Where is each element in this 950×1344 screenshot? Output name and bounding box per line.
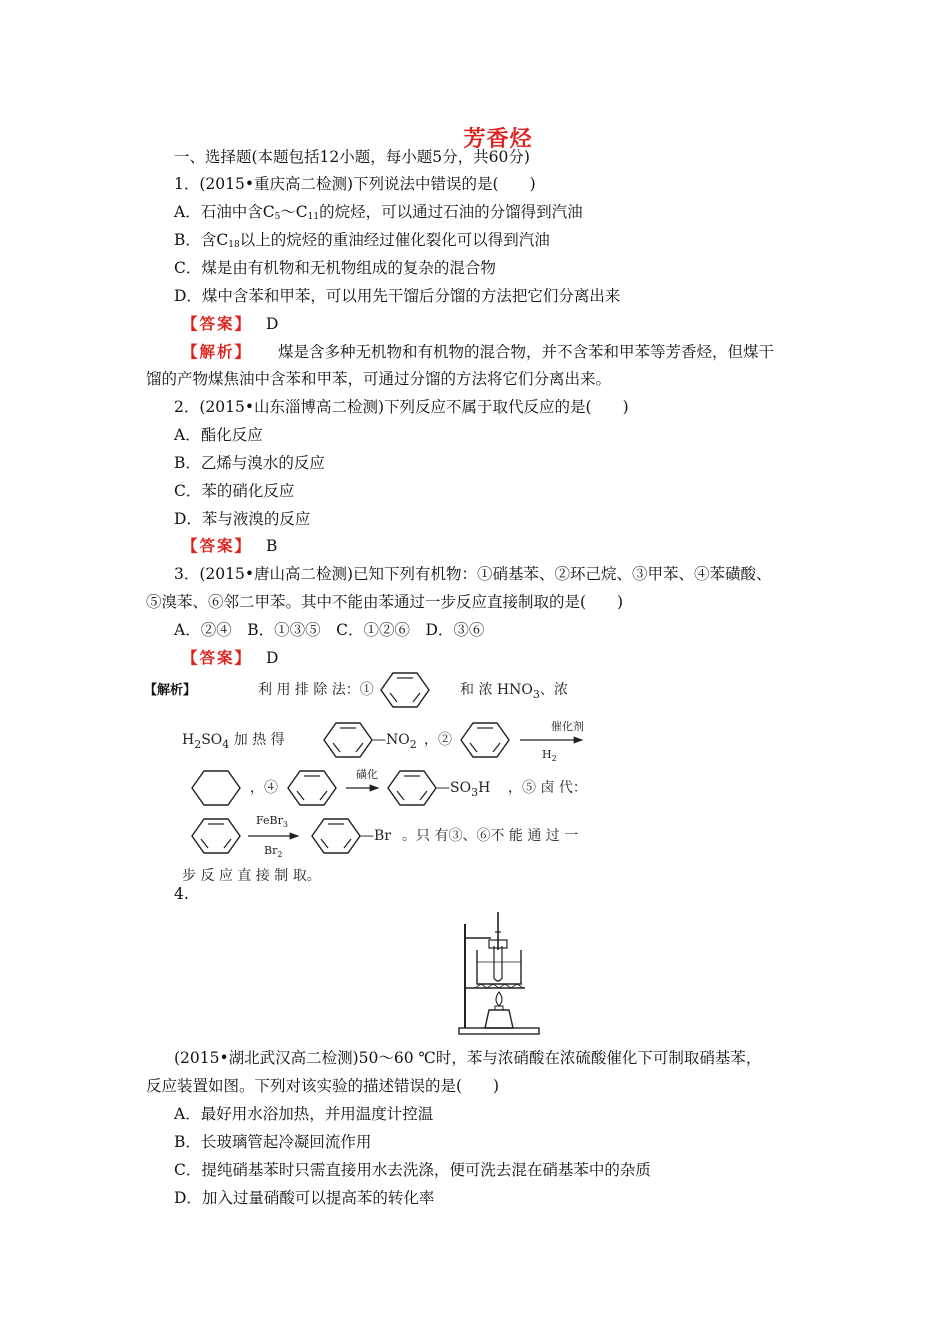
q1-option-a: A．石油中含$C_5\sim C_{11}$的烷烃，可以通过石油的分馏得到汽油 xyxy=(174,203,583,222)
q3-answer: 【答案】 D xyxy=(182,648,279,667)
scheme-sulfonation-label: 磺化 xyxy=(356,768,378,781)
q4-option-b: B．长玻璃管起冷凝回流作用 xyxy=(174,1133,372,1151)
q2-option-d: D．苯与液溴的反应 xyxy=(174,510,311,528)
q3-stem-line2: ⑤溴苯、⑥邻二甲苯。其中不能由苯通过一步反应直接制取的是( ) xyxy=(146,593,624,611)
q3-reaction-scheme xyxy=(140,662,600,892)
q1-option-d: D．煤中含苯和甲苯，可以用先干馏后分馏的方法把它们分离出来 xyxy=(174,287,621,305)
q1-stem: 1．(2015•重庆高二检测)下列说法中错误的是( ) xyxy=(174,175,536,193)
q2-stem: 2．(2015•山东淄博高二检测)下列反应不属于取代反应的是( ) xyxy=(174,398,629,416)
q2-option-c: C．苯的硝化反应 xyxy=(174,482,295,500)
scheme-febr3-label: FeBr$_3$ xyxy=(256,814,288,829)
analysis-tag: 【解析】 xyxy=(182,342,253,361)
scheme-br2-label: $Br_2$ xyxy=(264,844,283,859)
scheme-text-c2: ，② xyxy=(424,732,452,748)
q2-answer: 【答案】 B xyxy=(182,536,278,555)
scheme-text-last: 步 反 应 直 接 制 取。 xyxy=(182,868,321,884)
q1-option-b: B．含$C_{18}$以上的烷烃的重油经过催化裂化可以得到汽油 xyxy=(174,231,550,250)
q4-stem-line2: 反应装置如图。下列对该实验的描述错误的是( ) xyxy=(146,1077,500,1095)
benzene-ring-icon xyxy=(461,723,509,757)
scheme-text-3: $H_2SO_4$ 加 热 得 xyxy=(182,732,285,751)
q3-options: A．②④ B．①③⑤ C．①②⑥ D．③⑥ xyxy=(174,621,485,639)
benzene-ring-icon xyxy=(381,673,429,707)
document-title: 芳香烃 xyxy=(463,127,533,152)
scheme-text-tail: 。只 有③、⑥不 能 通 过 一 xyxy=(402,828,579,844)
benzene-ring-icon xyxy=(388,771,436,805)
nitration-apparatus-figure xyxy=(455,910,545,1040)
scheme-text-c5: ，⑤ 卤 代： xyxy=(508,780,587,796)
cyclohexane-ring-icon xyxy=(192,771,240,805)
scheme-catalyst-label: 催化剂 xyxy=(551,720,584,733)
q4-option-a: A．最好用水浴加热，并用温度计控温 xyxy=(174,1105,434,1123)
q1-option-c: C．煤是由有机物和无机物组成的复杂的混合物 xyxy=(174,259,496,277)
scheme-text-c4: ，④ xyxy=(250,780,278,796)
q4-number: 4. xyxy=(174,885,189,903)
scheme-sulfonic-group: $—SO_3H$ xyxy=(436,780,491,799)
q1-analysis-line1: 【解析】 煤是含多种无机物和有机物的混合物，并不含苯和甲苯等芳香烃，但煤干 xyxy=(182,342,775,361)
scheme-text-1: 利 用 排 除 法：① xyxy=(258,682,374,698)
benzene-ring-icon xyxy=(324,723,372,757)
q2-option-b: B．乙烯与溴水的反应 xyxy=(174,454,325,472)
benzene-ring-icon xyxy=(312,819,360,853)
scheme-text-2: 和 浓 $HNO_3$、浓 xyxy=(460,682,568,701)
q3-stem-line1: 3．(2015•唐山高二检测)已知下列有机物：①硝基苯、②环己烷、③甲苯、④苯磺酸、 xyxy=(174,565,772,583)
scheme-bromo-group: —Br xyxy=(360,828,391,844)
scheme-analysis-tag: 【解析】 xyxy=(144,683,197,698)
q1-answer: 【答案】 D xyxy=(182,314,279,333)
q4-stem-line1: (2015•湖北武汉高二检测)50～60 ℃时，苯与浓硝酸在浓硫酸催化下可制取硝基苯， xyxy=(174,1049,762,1067)
scheme-nitro-group: $—NO_2$ xyxy=(372,732,417,751)
q1-analysis-line2: 馏的产物煤焦油中含苯和甲苯，可通过分馏的方法将它们分离出来。 xyxy=(146,370,612,388)
answer-tag: 【答案】 xyxy=(182,314,253,333)
benzene-ring-icon xyxy=(288,771,336,805)
scheme-h2-label: $H_2$ xyxy=(542,748,557,763)
benzene-ring-icon xyxy=(192,819,240,853)
q4-option-d: D．加入过量硝酸可以提高苯的转化率 xyxy=(174,1189,435,1207)
q2-option-a: A．酯化反应 xyxy=(174,426,263,444)
q4-option-c: C．提纯硝基苯时只需直接用水去洗涤，便可洗去混在硝基苯中的杂质 xyxy=(174,1161,651,1179)
section-header: 一、选择题(本题包括12小题，每小题5分，共60分) xyxy=(174,148,530,166)
